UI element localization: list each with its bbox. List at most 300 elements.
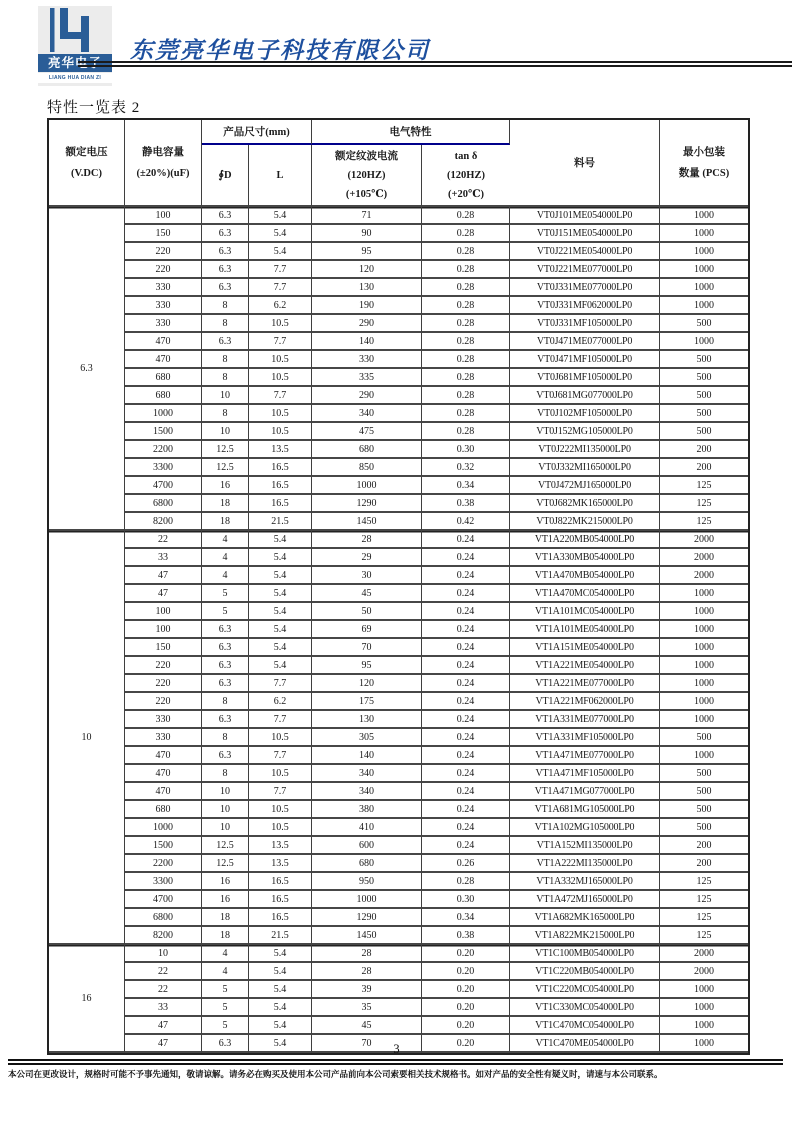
footer-disclaimer: 本公司在更改设计，规格时可能不予事先通知，敬请谅解。请务必在购买及使用本公司产品前向本公司索要相关技术规格书。如对产品的安全性有疑义时，请速与本公司联系。 <box>8 1069 663 1079</box>
part-number-cell: VT1A330MB054000LP0 <box>510 549 660 567</box>
capacitance-cell: 22 <box>125 963 202 981</box>
diameter-cell: 4 <box>202 531 249 549</box>
capacitance-cell: 680 <box>125 801 202 819</box>
packaging-qty-cell: 125 <box>660 927 748 945</box>
tan-delta-cell: 0.24 <box>422 567 510 585</box>
length-cell: 7.7 <box>249 711 312 729</box>
length-cell: 7.7 <box>249 279 312 297</box>
packaging-qty-cell: 500 <box>660 351 748 369</box>
length-cell: 5.4 <box>249 999 312 1017</box>
table-row <box>49 477 748 495</box>
ripple-header-line2: (120HZ) <box>347 169 386 181</box>
col-header-voltage <box>49 120 125 207</box>
diameter-cell: 6.3 <box>202 243 249 261</box>
diameter-cell: 10 <box>202 387 249 405</box>
capacitance-header-line1: 静电容量 <box>142 146 184 158</box>
packaging-qty-cell: 1000 <box>660 1035 748 1053</box>
ripple-current-cell: 120 <box>312 675 422 693</box>
capacitance-cell: 680 <box>125 387 202 405</box>
ripple-current-cell: 45 <box>312 1017 422 1035</box>
capacitance-cell: 47 <box>125 567 202 585</box>
table-row <box>49 243 748 261</box>
capacitance-cell: 8200 <box>125 927 202 945</box>
length-cell: 21.5 <box>249 513 312 531</box>
tan-delta-cell: 0.20 <box>422 945 510 963</box>
length-cell: 10.5 <box>249 423 312 441</box>
part-number-cell: VT0J681MG077000LP0 <box>510 387 660 405</box>
length-cell: 5.4 <box>249 207 312 225</box>
length-cell: 5.4 <box>249 531 312 549</box>
part-number-cell: VT0J472MJ165000LP0 <box>510 477 660 495</box>
ripple-current-cell: 39 <box>312 981 422 999</box>
packaging-qty-cell: 1000 <box>660 621 748 639</box>
length-cell: 10.5 <box>249 405 312 423</box>
diameter-cell: 16 <box>202 891 249 909</box>
packaging-qty-cell: 125 <box>660 891 748 909</box>
tan-delta-cell: 0.34 <box>422 477 510 495</box>
ripple-current-cell: 340 <box>312 765 422 783</box>
length-cell: 5.4 <box>249 1035 312 1053</box>
capacitance-cell: 3300 <box>125 873 202 891</box>
length-cell: 10.5 <box>249 729 312 747</box>
packaging-qty-cell: 1000 <box>660 639 748 657</box>
packaging-qty-cell: 200 <box>660 855 748 873</box>
diameter-cell: 6.3 <box>202 207 249 225</box>
diameter-cell: 10 <box>202 819 249 837</box>
tan-delta-cell: 0.28 <box>422 243 510 261</box>
ripple-current-cell: 380 <box>312 801 422 819</box>
ripple-current-cell: 340 <box>312 405 422 423</box>
table-row <box>49 1017 748 1035</box>
ripple-current-cell: 140 <box>312 747 422 765</box>
tan-delta-cell: 0.24 <box>422 531 510 549</box>
table-row <box>49 639 748 657</box>
packaging-qty-cell: 1000 <box>660 747 748 765</box>
capacitance-cell: 330 <box>125 315 202 333</box>
part-number-cell: VT0J331MF062000LP0 <box>510 297 660 315</box>
header-divider <box>78 61 792 67</box>
part-number-cell: VT1C470MC054000LP0 <box>510 1017 660 1035</box>
ripple-header-line1: 额定纹波电流 <box>335 150 398 162</box>
part-number-cell: VT1C220MC054000LP0 <box>510 981 660 999</box>
length-cell: 5.4 <box>249 549 312 567</box>
tan-delta-cell: 0.28 <box>422 423 510 441</box>
diameter-cell: 8 <box>202 693 249 711</box>
ripple-current-cell: 335 <box>312 369 422 387</box>
ripple-current-cell: 1290 <box>312 909 422 927</box>
tan-delta-cell: 0.28 <box>422 315 510 333</box>
part-number-cell: VT1A470MB054000LP0 <box>510 567 660 585</box>
voltage-value-cell: 6.3 <box>49 207 125 531</box>
table-row <box>49 657 748 675</box>
ripple-current-cell: 28 <box>312 963 422 981</box>
tan-delta-cell: 0.20 <box>422 1035 510 1053</box>
capacitance-cell: 220 <box>125 243 202 261</box>
diameter-cell: 4 <box>202 963 249 981</box>
ripple-current-cell: 28 <box>312 531 422 549</box>
part-number-cell: VT1A681MG105000LP0 <box>510 801 660 819</box>
tan-delta-cell: 0.24 <box>422 585 510 603</box>
diameter-cell: 4 <box>202 945 249 963</box>
group-header-dimensions: 产品尺寸(mm) <box>202 120 312 145</box>
tan-delta-cell: 0.20 <box>422 1017 510 1035</box>
length-cell: 16.5 <box>249 477 312 495</box>
ripple-current-cell: 1290 <box>312 495 422 513</box>
tan-delta-cell: 0.28 <box>422 873 510 891</box>
diameter-cell: 6.3 <box>202 621 249 639</box>
table-row <box>49 819 748 837</box>
packaging-qty-cell: 500 <box>660 819 748 837</box>
length-cell: 16.5 <box>249 909 312 927</box>
packaging-qty-cell: 500 <box>660 369 748 387</box>
table-row <box>49 315 748 333</box>
packaging-qty-cell: 200 <box>660 837 748 855</box>
part-number-cell: VT1A221ME077000LP0 <box>510 675 660 693</box>
length-cell: 16.5 <box>249 459 312 477</box>
diameter-cell: 10 <box>202 423 249 441</box>
logo-name-en: LIANG HUA DIAN ZI <box>38 73 112 83</box>
diameter-cell: 10 <box>202 801 249 819</box>
tan-delta-cell: 0.24 <box>422 549 510 567</box>
packaging-qty-cell: 1000 <box>660 999 748 1017</box>
packaging-qty-cell: 125 <box>660 495 748 513</box>
diameter-cell: 4 <box>202 549 249 567</box>
capacitance-cell: 47 <box>125 585 202 603</box>
capacitance-cell: 1000 <box>125 819 202 837</box>
ripple-current-cell: 410 <box>312 819 422 837</box>
ripple-current-cell: 950 <box>312 873 422 891</box>
capacitance-cell: 4700 <box>125 891 202 909</box>
length-cell: 5.4 <box>249 945 312 963</box>
col-header-packaging <box>660 120 748 207</box>
tan-delta-cell: 0.28 <box>422 261 510 279</box>
length-cell: 10.5 <box>249 315 312 333</box>
table-row <box>49 675 748 693</box>
tan-delta-cell: 0.24 <box>422 621 510 639</box>
tan-delta-cell: 0.20 <box>422 981 510 999</box>
capacitance-cell: 470 <box>125 333 202 351</box>
part-number-cell: VT0J332MI165000LP0 <box>510 459 660 477</box>
capacitance-cell: 47 <box>125 1017 202 1035</box>
diameter-cell: 6.3 <box>202 639 249 657</box>
diameter-cell: 5 <box>202 585 249 603</box>
part-number-cell: VT0J102MF105000LP0 <box>510 405 660 423</box>
diameter-cell: 8 <box>202 765 249 783</box>
length-cell: 21.5 <box>249 927 312 945</box>
length-cell: 5.4 <box>249 639 312 657</box>
diameter-cell: 6.3 <box>202 261 249 279</box>
length-cell: 5.4 <box>249 603 312 621</box>
ripple-current-cell: 130 <box>312 279 422 297</box>
table-row <box>49 585 748 603</box>
part-number-cell: VT0J221ME054000LP0 <box>510 243 660 261</box>
voltage-header-line1: 额定电压 <box>65 146 108 158</box>
part-number-cell: VT1A102MG105000LP0 <box>510 819 660 837</box>
ripple-current-cell: 1000 <box>312 891 422 909</box>
part-number-cell: VT1C470ME054000LP0 <box>510 1035 660 1053</box>
ripple-current-cell: 680 <box>312 855 422 873</box>
packaging-qty-cell: 500 <box>660 387 748 405</box>
packaging-qty-cell: 1000 <box>660 603 748 621</box>
table-row <box>49 495 748 513</box>
part-number-cell: VT0J822MK215000LP0 <box>510 513 660 531</box>
table-row <box>49 423 748 441</box>
part-number-cell: VT1A101ME054000LP0 <box>510 621 660 639</box>
diameter-cell: 6.3 <box>202 747 249 765</box>
group-header-electrical: 电气特性 <box>312 120 510 145</box>
ripple-current-cell: 69 <box>312 621 422 639</box>
ripple-current-cell: 70 <box>312 639 422 657</box>
diameter-cell: 12.5 <box>202 441 249 459</box>
packaging-qty-cell: 1000 <box>660 711 748 729</box>
part-number-cell: VT1A471ME077000LP0 <box>510 747 660 765</box>
ripple-current-cell: 340 <box>312 783 422 801</box>
packaging-qty-cell: 125 <box>660 477 748 495</box>
part-number-cell: VT0J471MF105000LP0 <box>510 351 660 369</box>
table-row <box>49 909 748 927</box>
packaging-qty-cell: 1000 <box>660 1017 748 1035</box>
capacitance-cell: 2200 <box>125 855 202 873</box>
diameter-cell: 18 <box>202 495 249 513</box>
length-cell: 10.5 <box>249 369 312 387</box>
diameter-cell: 6.3 <box>202 225 249 243</box>
diameter-cell: 4 <box>202 567 249 585</box>
diameter-cell: 18 <box>202 513 249 531</box>
packaging-qty-cell: 1000 <box>660 657 748 675</box>
diameter-cell: 12.5 <box>202 855 249 873</box>
table-row <box>49 693 748 711</box>
packaging-qty-cell: 125 <box>660 513 748 531</box>
part-number-cell: VT1A471MF105000LP0 <box>510 765 660 783</box>
table-row <box>49 999 748 1017</box>
part-number-cell: VT0J152MG105000LP0 <box>510 423 660 441</box>
capacitance-cell: 470 <box>125 783 202 801</box>
table-row <box>49 801 748 819</box>
part-number-cell: VT1A220MB054000LP0 <box>510 531 660 549</box>
table-row <box>49 783 748 801</box>
tan-delta-header-line1: tan δ <box>454 150 478 162</box>
ripple-current-cell: 90 <box>312 225 422 243</box>
table-row <box>49 297 748 315</box>
capacitance-cell: 33 <box>125 999 202 1017</box>
length-cell: 7.7 <box>249 783 312 801</box>
packaging-qty-cell: 2000 <box>660 531 748 549</box>
packaging-qty-cell: 1000 <box>660 333 748 351</box>
table-row <box>49 963 748 981</box>
capacitance-cell: 220 <box>125 261 202 279</box>
part-number-cell: VT1A151ME054000LP0 <box>510 639 660 657</box>
part-number-cell: VT1A470MC054000LP0 <box>510 585 660 603</box>
ripple-current-cell: 475 <box>312 423 422 441</box>
tan-delta-cell: 0.24 <box>422 639 510 657</box>
packaging-qty-cell: 1000 <box>660 261 748 279</box>
tan-delta-cell: 0.26 <box>422 855 510 873</box>
part-number-cell: VT1A101MC054000LP0 <box>510 603 660 621</box>
tan-delta-cell: 0.28 <box>422 279 510 297</box>
part-number-cell: VT1A221MF062000LP0 <box>510 693 660 711</box>
part-number-cell: VT1A152MI135000LP0 <box>510 837 660 855</box>
tan-delta-cell: 0.38 <box>422 927 510 945</box>
ripple-current-cell: 120 <box>312 261 422 279</box>
part-number-cell: VT1A471MG077000LP0 <box>510 783 660 801</box>
footer-divider <box>8 1059 783 1065</box>
length-cell: 5.4 <box>249 1017 312 1035</box>
length-cell: 5.4 <box>249 657 312 675</box>
packaging-qty-cell: 1000 <box>660 297 748 315</box>
tan-delta-cell: 0.20 <box>422 999 510 1017</box>
col-header-diameter: ∮D <box>202 145 249 207</box>
ripple-current-cell: 850 <box>312 459 422 477</box>
tan-delta-cell: 0.24 <box>422 711 510 729</box>
logo-name-cn: 亮华电子 <box>38 54 112 72</box>
table-header-row-1 <box>49 120 748 145</box>
ripple-current-cell: 50 <box>312 603 422 621</box>
ripple-current-cell: 1000 <box>312 477 422 495</box>
table-row <box>49 513 748 531</box>
tan-delta-cell: 0.28 <box>422 387 510 405</box>
tan-delta-cell: 0.24 <box>422 693 510 711</box>
spec-table <box>47 118 750 1055</box>
ripple-current-cell: 71 <box>312 207 422 225</box>
part-number-cell: VT1C330MC054000LP0 <box>510 999 660 1017</box>
part-number-cell: VT0J101ME054000LP0 <box>510 207 660 225</box>
lh-monogram-icon <box>45 8 105 52</box>
length-cell: 13.5 <box>249 855 312 873</box>
capacitance-cell: 1500 <box>125 837 202 855</box>
capacitance-cell: 3300 <box>125 459 202 477</box>
ripple-current-cell: 45 <box>312 585 422 603</box>
tan-delta-cell: 0.38 <box>422 495 510 513</box>
table-row <box>49 279 748 297</box>
tan-delta-cell: 0.24 <box>422 801 510 819</box>
length-cell: 7.7 <box>249 333 312 351</box>
ripple-current-cell: 1450 <box>312 927 422 945</box>
part-number-cell: VT1A822MK215000LP0 <box>510 927 660 945</box>
table-row <box>49 567 748 585</box>
ripple-current-cell: 290 <box>312 315 422 333</box>
ripple-current-cell: 29 <box>312 549 422 567</box>
tan-delta-cell: 0.28 <box>422 351 510 369</box>
table-row <box>49 351 748 369</box>
tan-delta-cell: 0.34 <box>422 909 510 927</box>
diameter-cell: 6.3 <box>202 675 249 693</box>
part-number-cell: VT1C100MB054000LP0 <box>510 945 660 963</box>
packaging-qty-cell: 500 <box>660 783 748 801</box>
packaging-qty-cell: 125 <box>660 873 748 891</box>
company-logo <box>38 6 112 86</box>
packaging-qty-cell: 1000 <box>660 693 748 711</box>
table-row <box>49 747 748 765</box>
table-row <box>49 369 748 387</box>
packaging-qty-cell: 1000 <box>660 225 748 243</box>
table-row <box>49 837 748 855</box>
table-row <box>49 765 748 783</box>
length-cell: 16.5 <box>249 495 312 513</box>
capacitance-cell: 22 <box>125 981 202 999</box>
spec-table-body <box>49 207 748 1053</box>
length-cell: 10.5 <box>249 765 312 783</box>
length-cell: 10.5 <box>249 351 312 369</box>
col-header-tan-delta <box>422 145 510 207</box>
tan-delta-cell: 0.28 <box>422 207 510 225</box>
part-number-cell: VT1C220MB054000LP0 <box>510 963 660 981</box>
length-cell: 13.5 <box>249 837 312 855</box>
voltage-value-cell: 10 <box>49 531 125 945</box>
capacitance-header-line2: (±20%)(uF) <box>136 167 190 179</box>
length-cell: 16.5 <box>249 891 312 909</box>
capacitance-cell: 150 <box>125 639 202 657</box>
col-header-capacitance <box>125 120 202 207</box>
capacitance-cell: 6800 <box>125 495 202 513</box>
table-row <box>49 603 748 621</box>
capacitance-cell: 22 <box>125 531 202 549</box>
diameter-cell: 5 <box>202 1017 249 1035</box>
capacitance-cell: 680 <box>125 369 202 387</box>
page-number: 3 <box>393 1042 400 1056</box>
table-row <box>49 549 748 567</box>
length-cell: 5.4 <box>249 225 312 243</box>
table-title: 特性一览表 2 <box>47 100 141 116</box>
packaging-qty-cell: 1000 <box>660 675 748 693</box>
length-cell: 7.7 <box>249 747 312 765</box>
diameter-cell: 8 <box>202 315 249 333</box>
packaging-qty-cell: 500 <box>660 765 748 783</box>
diameter-cell: 8 <box>202 351 249 369</box>
tan-delta-cell: 0.24 <box>422 603 510 621</box>
part-number-cell: VT0J151ME054000LP0 <box>510 225 660 243</box>
capacitance-cell: 330 <box>125 297 202 315</box>
table-row <box>49 261 748 279</box>
ripple-current-cell: 305 <box>312 729 422 747</box>
table-row <box>49 729 748 747</box>
ripple-current-cell: 70 <box>312 1035 422 1053</box>
packaging-header-line1: 最小包装 <box>683 146 725 158</box>
diameter-cell: 12.5 <box>202 837 249 855</box>
tan-delta-cell: 0.28 <box>422 405 510 423</box>
packaging-qty-cell: 500 <box>660 729 748 747</box>
length-cell: 5.4 <box>249 981 312 999</box>
ripple-current-cell: 600 <box>312 837 422 855</box>
capacitance-cell: 6800 <box>125 909 202 927</box>
length-cell: 10.5 <box>249 819 312 837</box>
table-row <box>49 387 748 405</box>
capacitance-cell: 330 <box>125 711 202 729</box>
tan-delta-cell: 0.24 <box>422 765 510 783</box>
packaging-qty-cell: 500 <box>660 423 748 441</box>
diameter-cell: 6.3 <box>202 279 249 297</box>
packaging-qty-cell: 1000 <box>660 279 748 297</box>
tan-delta-cell: 0.24 <box>422 783 510 801</box>
tan-delta-cell: 0.42 <box>422 513 510 531</box>
part-number-cell: VT0J221ME077000LP0 <box>510 261 660 279</box>
part-number-cell: VT0J222MI135000LP0 <box>510 441 660 459</box>
table-row <box>49 873 748 891</box>
part-number-cell: VT1A472MJ165000LP0 <box>510 891 660 909</box>
packaging-qty-cell: 500 <box>660 801 748 819</box>
capacitance-cell: 100 <box>125 207 202 225</box>
table-row <box>49 855 748 873</box>
diameter-cell: 16 <box>202 477 249 495</box>
part-number-cell: VT1A221ME054000LP0 <box>510 657 660 675</box>
diameter-cell: 8 <box>202 405 249 423</box>
capacitance-cell: 4700 <box>125 477 202 495</box>
table-row <box>49 441 748 459</box>
tan-delta-cell: 0.24 <box>422 675 510 693</box>
capacitance-cell: 10 <box>125 945 202 963</box>
packaging-qty-cell: 125 <box>660 909 748 927</box>
packaging-qty-cell: 500 <box>660 405 748 423</box>
tan-delta-cell: 0.28 <box>422 225 510 243</box>
